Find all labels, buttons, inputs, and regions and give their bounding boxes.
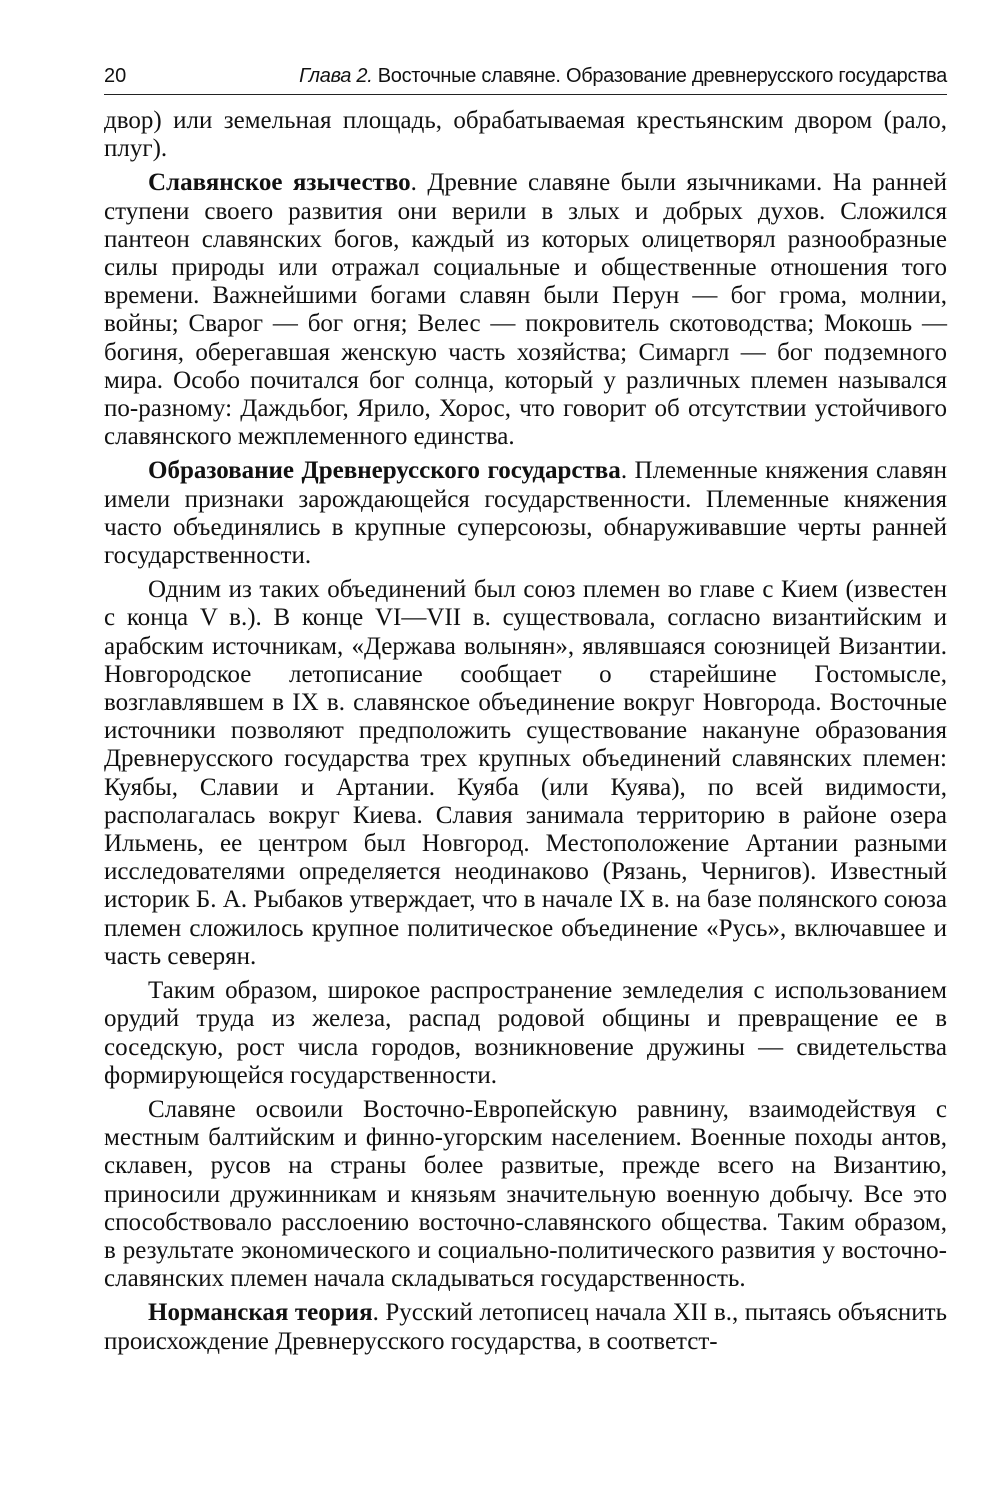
paragraph-text: . Русский летописец начала XII в., пытаясь объяснить происхождение Древнерусского государства, в соответст- — [104, 1299, 948, 1355]
chapter-label: Глава 2. — [299, 65, 373, 87]
paragraph — [104, 107, 947, 163]
section-heading: Славянское язычество — [148, 169, 411, 197]
page-number: 20 — [104, 65, 127, 87]
paragraph — [104, 169, 947, 451]
section-heading: Норманская теория — [148, 1299, 373, 1327]
paragraph — [104, 457, 947, 570]
chapter-title-text: Восточные славяне. Образование древнерусского государства — [377, 65, 947, 87]
paragraph-text: Таким образом, широкое распространение земледелия с использованием орудий труда из железа, распад родовой общины и превращение ее в соседскую, рост числа городов, возникновение дружины — свидетельства формирующейся государственности. — [104, 977, 947, 1089]
book-page — [104, 62, 947, 1356]
paragraph-text: . Племенные княжения славян имели признаки зарождающейся государственности. Племенные княжения часто объединялись в крупные суперсоюзы, обнаруживавшие черты ранней государственности. — [104, 457, 947, 570]
paragraph-text: Славяне освоили Восточно-Европейскую равнину, взаимодействуя с местным балтийским и финно-угорским населением. Военные походы антов, склавен, русов на страны более развитые, прежде всего на Византию, приносили дружинникам и князьям значительную военную добычу. Все это способствовало расслоению восточно-славянского общества. Таким образом, в результате экономического и социально-политического развития у восточно-славянских племен начала складываться государственность. — [104, 1095, 947, 1293]
paragraph — [104, 1096, 947, 1293]
paragraph-text: Одним из таких объединений был союз племен во главе с Кием (известен с конца V в.). В конце VI—VII в. существовала, согласно византийским и арабским источникам, «Держава волынян», являвшаяся союзницей Византии. Новгородское летописание сообщает о старейшине Гостомысле, возглавлявшем в IX в. славянское объединение вокруг Новгорода. Восточные источники позволяют предположить существование накануне образования Древнерусского государства трех крупных объединений славянских племен: Куябы, Славии и Артании. Куяба (или Куява), по всей видимости, располагалась вокруг Киева. Славия занимала территорию в районе озера Ильмень, ее центром был Новгород. Местоположение Артании разными исследователями определяется неодинаково (Рязань, Чернигов). Известный историк Б. А. Рыбаков утверждает, что в начале IX в. на базе полянского союза племен сложилось крупное политическое объединение «Русь», включавшее и часть северян. — [104, 576, 947, 970]
paragraph — [104, 1299, 947, 1355]
body-text — [104, 107, 947, 1356]
running-head — [104, 62, 947, 95]
paragraph — [104, 576, 947, 971]
chapter-title — [299, 62, 947, 90]
paragraph-text: . Древние славяне были язычниками. На ранней ступени своего развития они верили в злых и добрых духов. Сложился пантеон славянских богов, каждый из которых олицетворял разнообразные силы природы или отражал социальные и общественные отношения того времени. Важнейшими богами славян были Перун — бог грома, молнии, войны; Сварог — бог огня; Велес — покровитель скотоводства; Мокошь — богиня, оберегавшая женскую часть хозяйства; Симаргл — бог подземного мира. Особо почитался бог солнца, который у различных племен назывался по-разному: Даждьбог, Ярило, Хорос, что говорит об отсутствии устойчивого славянского межплеменного единства. — [104, 169, 948, 451]
paragraph-text: двор) или земельная площадь, обрабатываемая крестьянским двором (рало, плуг). — [104, 107, 947, 163]
section-heading: Образование Древнерусского государства — [148, 457, 621, 485]
paragraph — [104, 977, 947, 1090]
